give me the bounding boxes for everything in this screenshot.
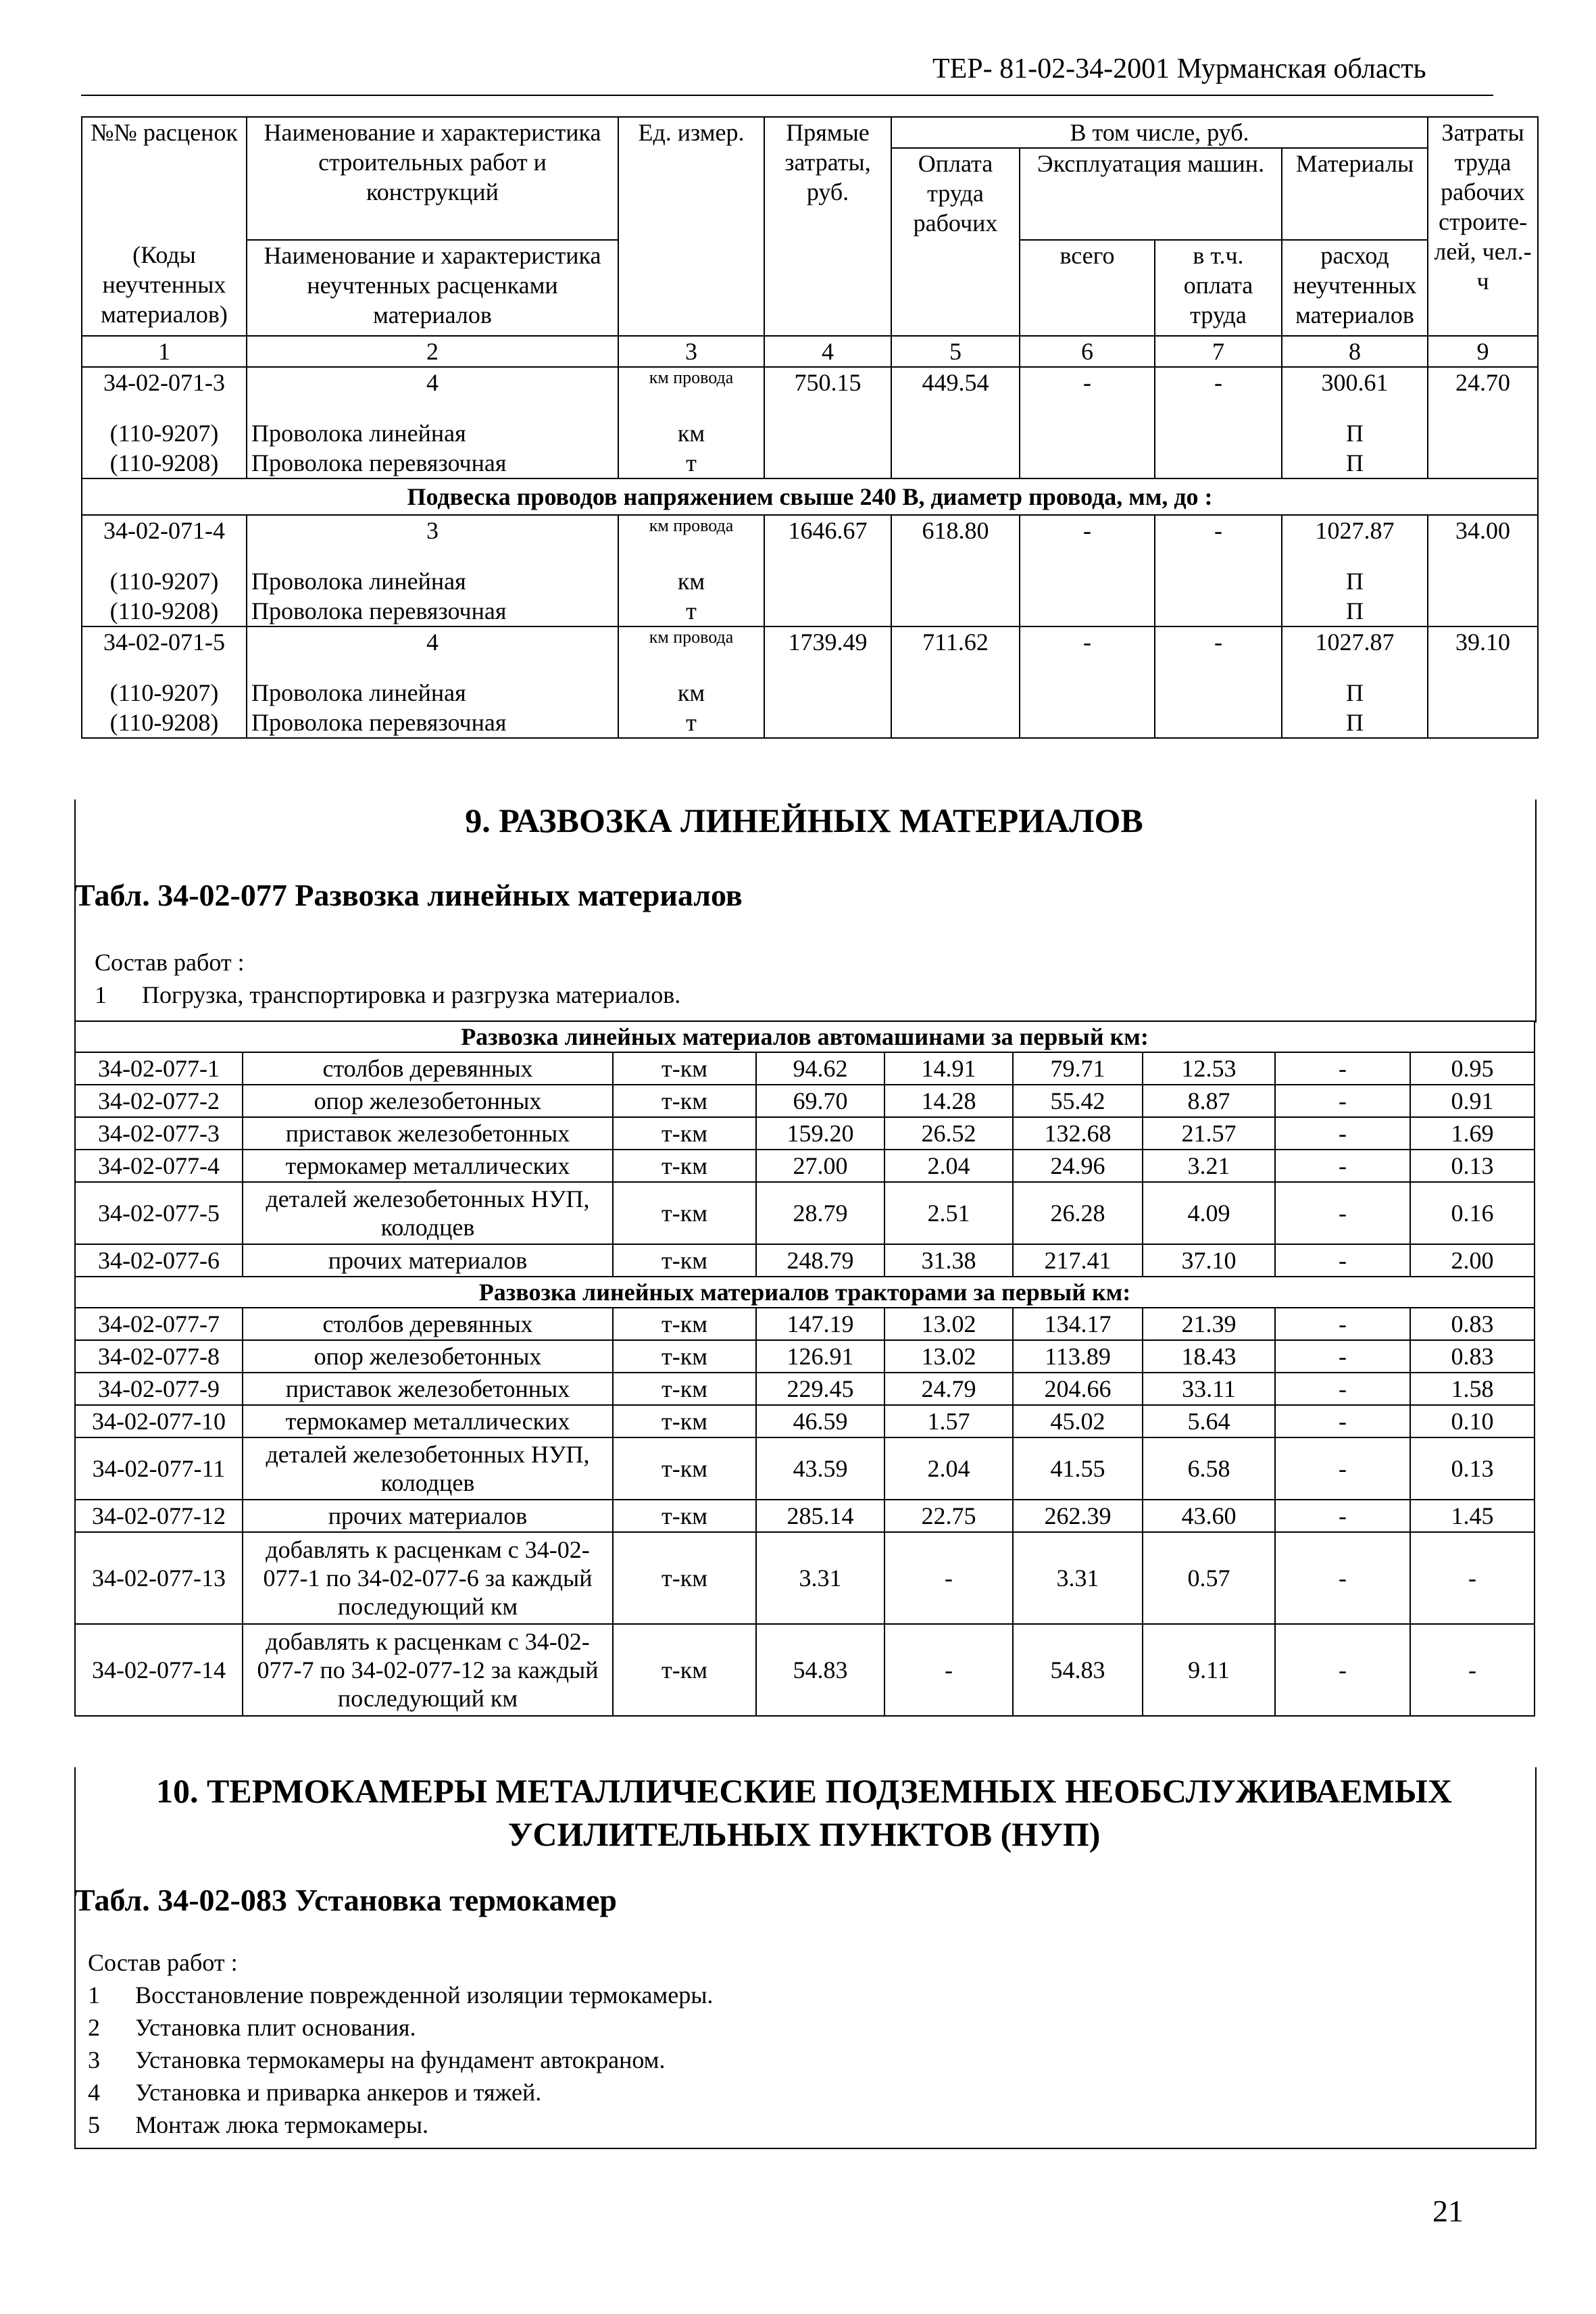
table-row bbox=[75, 1500, 1535, 1532]
table-subheader: Развозка линейных материалов тракторами за первый км: bbox=[75, 1277, 1535, 1308]
rate-name: столбов деревянных bbox=[243, 1052, 613, 1085]
material-unit: км bbox=[618, 566, 764, 596]
rate-unit: т-км bbox=[613, 1340, 756, 1373]
rates-table-071 bbox=[81, 116, 1539, 739]
rate-mat: - bbox=[1275, 1500, 1410, 1532]
rate-labor: 2.00 bbox=[1410, 1244, 1535, 1277]
rate-direct: 750.15 bbox=[764, 367, 891, 478]
rate-labor: 24.70 bbox=[1428, 367, 1538, 478]
head-incl: В том числе, руб. bbox=[891, 117, 1428, 148]
material-code: (110-9207) bbox=[82, 678, 247, 708]
rate-code: 34-02-077-10 bbox=[75, 1405, 243, 1437]
material-unit: т bbox=[618, 448, 764, 478]
material-mark: П bbox=[1282, 448, 1428, 478]
rate-incl: - bbox=[1155, 626, 1282, 738]
table-title-083: Табл. 34-02-083 Установка термокамер bbox=[74, 1883, 617, 1917]
rate-direct: 69.70 bbox=[756, 1085, 884, 1117]
work-composition-083 bbox=[88, 1946, 713, 2141]
rate-name: добавлять к расценкам с 34-02-077-1 по 34-02-077-6 за каждый последующий км bbox=[243, 1532, 613, 1624]
rate-total: 55.42 bbox=[1013, 1085, 1143, 1117]
rate-mat: - bbox=[1275, 1182, 1410, 1244]
rate-labor: 0.91 bbox=[1410, 1085, 1535, 1117]
head-code-bottom: (Коды неучтенных материалов) bbox=[82, 240, 247, 336]
rate-incl: 37.10 bbox=[1143, 1244, 1275, 1277]
rate-total: - bbox=[1020, 515, 1155, 626]
rate-incl: - bbox=[1155, 367, 1282, 478]
page-number: 21 bbox=[1432, 2194, 1464, 2228]
table-row bbox=[75, 1437, 1535, 1500]
rate-code: 34-02-077-13 bbox=[75, 1532, 243, 1624]
rate-incl: 6.58 bbox=[1143, 1437, 1275, 1500]
rate-unit: т-км bbox=[613, 1437, 756, 1500]
rate-unit: т-км bbox=[613, 1085, 756, 1117]
rate-unit: т-км bbox=[613, 1308, 756, 1340]
rate-mat: - bbox=[1275, 1244, 1410, 1277]
rate-labor: 0.95 bbox=[1410, 1052, 1535, 1085]
rate-mat: - bbox=[1275, 1150, 1410, 1182]
rate-pay: 22.75 bbox=[884, 1500, 1013, 1532]
rate-total: 24.96 bbox=[1013, 1150, 1143, 1182]
rate-mat: - bbox=[1275, 1437, 1410, 1500]
rate-incl: 12.53 bbox=[1143, 1052, 1275, 1085]
col-num: 3 bbox=[618, 336, 764, 367]
work-label: Состав работ : bbox=[95, 949, 245, 976]
rate-mat: - bbox=[1275, 1532, 1410, 1624]
rate-total: 132.68 bbox=[1013, 1117, 1143, 1150]
table-row bbox=[75, 1117, 1535, 1150]
rate-mat: - bbox=[1275, 1085, 1410, 1117]
material-name: Проволока перевязочная bbox=[247, 708, 618, 738]
material-name: Проволока линейная bbox=[247, 566, 618, 596]
rate-incl: 21.39 bbox=[1143, 1308, 1275, 1340]
table-row bbox=[75, 1624, 1535, 1716]
rate-name: 3 bbox=[247, 515, 618, 566]
rate-direct: 126.91 bbox=[756, 1340, 884, 1373]
material-code: (110-9207) bbox=[82, 418, 247, 448]
table-row bbox=[75, 1405, 1535, 1437]
rate-direct: 229.45 bbox=[756, 1373, 884, 1405]
rate-labor: 0.13 bbox=[1410, 1150, 1535, 1182]
rate-name: деталей железобетонных НУП, колодцев bbox=[243, 1182, 613, 1244]
rate-total: 204.66 bbox=[1013, 1373, 1143, 1405]
rate-code: 34-02-071-4 bbox=[82, 515, 247, 566]
header-rule bbox=[81, 95, 1493, 96]
rate-mat: - bbox=[1275, 1624, 1410, 1716]
col-num: 5 bbox=[891, 336, 1020, 367]
work-item-number: 3 bbox=[88, 2046, 100, 2073]
material-code: (110-9208) bbox=[82, 448, 247, 478]
rate-direct: 27.00 bbox=[756, 1150, 884, 1182]
rate-code: 34-02-077-6 bbox=[75, 1244, 243, 1277]
work-item-number: 5 bbox=[88, 2111, 100, 2138]
table-subheader: Подвеска проводов напряжением свыше 240 В, диаметр провода, мм, до : bbox=[82, 478, 1538, 515]
rate-pay: 26.52 bbox=[884, 1117, 1013, 1150]
rate-pay: - bbox=[884, 1624, 1013, 1716]
work-item-text: Монтаж люка термокамеры. bbox=[135, 2111, 429, 2138]
head-name: Наименование и характеристика строительных работ и конструкций bbox=[247, 117, 618, 240]
rate-name: 4 bbox=[247, 367, 618, 418]
rate-unit: км провода bbox=[618, 367, 764, 418]
rate-pay: 14.28 bbox=[884, 1085, 1013, 1117]
rate-direct: 94.62 bbox=[756, 1052, 884, 1085]
section-9-title: 9. РАЗВОЗКА ЛИНЕЙНЫХ МАТЕРИАЛОВ bbox=[465, 802, 1143, 839]
head-unit: Ед. измер. bbox=[618, 117, 764, 336]
work-item bbox=[95, 979, 680, 1011]
rate-pay: 13.02 bbox=[884, 1308, 1013, 1340]
rate-code: 34-02-077-3 bbox=[75, 1117, 243, 1150]
material-unit: т bbox=[618, 708, 764, 738]
work-item-text: Погрузка, транспортировка и разгрузка материалов. bbox=[142, 981, 681, 1008]
work-item-number: 2 bbox=[88, 2014, 100, 2041]
table-row bbox=[75, 1308, 1535, 1340]
work-item-text: Установка плит основания. bbox=[135, 2014, 416, 2041]
material-name: Проволока линейная bbox=[247, 418, 618, 448]
rate-code: 34-02-077-2 bbox=[75, 1085, 243, 1117]
material-mark: П bbox=[1282, 678, 1428, 708]
rate-total: 26.28 bbox=[1013, 1182, 1143, 1244]
material-unit: т bbox=[618, 596, 764, 626]
table-subheader: Развозка линейных материалов автомашинами за первый км: bbox=[75, 1021, 1535, 1052]
work-item-text: Восстановление поврежденной изоляции термокамеры. bbox=[135, 1981, 714, 2009]
rate-labor: 1.69 bbox=[1410, 1117, 1535, 1150]
rate-unit: т-км bbox=[613, 1117, 756, 1150]
col-num: 4 bbox=[764, 336, 891, 367]
col-num: 6 bbox=[1020, 336, 1155, 367]
material-mark: П bbox=[1282, 596, 1428, 626]
rate-labor: 0.83 bbox=[1410, 1308, 1535, 1340]
rate-labor: - bbox=[1410, 1532, 1535, 1624]
material-name: Проволока линейная bbox=[247, 678, 618, 708]
rate-name: термокамер металлических bbox=[243, 1150, 613, 1182]
rate-code: 34-02-077-1 bbox=[75, 1052, 243, 1085]
rate-labor: 1.45 bbox=[1410, 1500, 1535, 1532]
work-item bbox=[88, 2076, 713, 2109]
material-mark: П bbox=[1282, 708, 1428, 738]
rate-total: 134.17 bbox=[1013, 1308, 1143, 1340]
rate-pay: 14.91 bbox=[884, 1052, 1013, 1085]
rate-direct: 28.79 bbox=[756, 1182, 884, 1244]
rate-pay: - bbox=[884, 1532, 1013, 1624]
head-expl: Эксплуатация машин. bbox=[1020, 148, 1282, 240]
rate-incl: 0.57 bbox=[1143, 1532, 1275, 1624]
material-unit: км bbox=[618, 418, 764, 448]
rate-labor: - bbox=[1410, 1624, 1535, 1716]
rate-direct: 147.19 bbox=[756, 1308, 884, 1340]
rate-code: 34-02-071-5 bbox=[82, 626, 247, 678]
rate-code: 34-02-077-11 bbox=[75, 1437, 243, 1500]
table-row bbox=[75, 1340, 1535, 1373]
rate-incl: 21.57 bbox=[1143, 1117, 1275, 1150]
work-item bbox=[88, 2109, 713, 2141]
rate-unit: т-км bbox=[613, 1150, 756, 1182]
rate-mat: - bbox=[1275, 1340, 1410, 1373]
rate-labor: 39.10 bbox=[1428, 626, 1538, 738]
material-mark: П bbox=[1282, 418, 1428, 448]
rate-unit: т-км bbox=[613, 1532, 756, 1624]
rate-mat: - bbox=[1275, 1373, 1410, 1405]
rate-labor: 34.00 bbox=[1428, 515, 1538, 626]
rate-incl: 18.43 bbox=[1143, 1340, 1275, 1373]
rate-incl: 3.21 bbox=[1143, 1150, 1275, 1182]
head-mat-use: расход неучтенных материалов bbox=[1282, 240, 1428, 336]
rate-incl: - bbox=[1155, 515, 1282, 626]
rate-incl: 33.11 bbox=[1143, 1373, 1275, 1405]
rate-total: 79.71 bbox=[1013, 1052, 1143, 1085]
rate-direct: 54.83 bbox=[756, 1624, 884, 1716]
rate-code: 34-02-077-8 bbox=[75, 1340, 243, 1373]
rate-code: 34-02-077-4 bbox=[75, 1150, 243, 1182]
rate-code: 34-02-077-7 bbox=[75, 1308, 243, 1340]
rate-labor: 0.10 bbox=[1410, 1405, 1535, 1437]
table-row bbox=[75, 1532, 1535, 1624]
rate-pay: 2.04 bbox=[884, 1437, 1013, 1500]
rate-labor: 0.83 bbox=[1410, 1340, 1535, 1373]
rate-name: прочих материалов bbox=[243, 1244, 613, 1277]
table-row bbox=[75, 1052, 1535, 1085]
rate-total: - bbox=[1020, 626, 1155, 738]
rate-total: 262.39 bbox=[1013, 1500, 1143, 1532]
rate-pay: 24.79 bbox=[884, 1373, 1013, 1405]
rate-labor: 0.16 bbox=[1410, 1182, 1535, 1244]
work-item-text: Установка и приварка анкеров и тяжей. bbox=[135, 2079, 542, 2106]
material-code: (110-9208) bbox=[82, 708, 247, 738]
rate-total: 217.41 bbox=[1013, 1244, 1143, 1277]
rate-direct: 285.14 bbox=[756, 1500, 884, 1532]
work-item-number: 4 bbox=[88, 2079, 100, 2106]
rate-unit: т-км bbox=[613, 1182, 756, 1244]
col-num: 8 bbox=[1282, 336, 1428, 367]
rate-pay: 711.62 bbox=[891, 626, 1020, 738]
rate-mat: - bbox=[1275, 1308, 1410, 1340]
rate-total: 45.02 bbox=[1013, 1405, 1143, 1437]
rate-name: опор железобетонных bbox=[243, 1340, 613, 1373]
work-item bbox=[88, 2044, 713, 2076]
table-row bbox=[75, 1150, 1535, 1182]
head-incl-pay: в т.ч. оплата труда bbox=[1155, 240, 1282, 336]
head-labor: Затраты труда рабочих строите- лей, чел.-ч bbox=[1428, 117, 1538, 336]
rate-pay: 449.54 bbox=[891, 367, 1020, 478]
rate-name: прочих материалов bbox=[243, 1500, 613, 1532]
rate-name: приставок железобетонных bbox=[243, 1117, 613, 1150]
rate-labor: 0.13 bbox=[1410, 1437, 1535, 1500]
material-code: (110-9207) bbox=[82, 566, 247, 596]
material-unit: км bbox=[618, 678, 764, 708]
rate-total: - bbox=[1020, 367, 1155, 478]
table-row bbox=[82, 515, 1538, 566]
col-num: 1 bbox=[82, 336, 247, 367]
rate-pay: 618.80 bbox=[891, 515, 1020, 626]
rate-name: деталей железобетонных НУП, колодцев bbox=[243, 1437, 613, 1500]
table-row bbox=[75, 1085, 1535, 1117]
rate-total: 3.31 bbox=[1013, 1532, 1143, 1624]
rate-direct: 43.59 bbox=[756, 1437, 884, 1500]
col-num: 9 bbox=[1428, 336, 1538, 367]
rate-incl: 43.60 bbox=[1143, 1500, 1275, 1532]
rate-incl: 5.64 bbox=[1143, 1405, 1275, 1437]
rate-pay: 2.04 bbox=[884, 1150, 1013, 1182]
head-name-bottom: Наименование и характеристика неучтенных расценками материалов bbox=[247, 240, 618, 336]
head-direct: Прямые затраты, руб. bbox=[764, 117, 891, 336]
rate-mat: - bbox=[1275, 1052, 1410, 1085]
rate-code: 34-02-077-9 bbox=[75, 1373, 243, 1405]
rate-code: 34-02-077-14 bbox=[75, 1624, 243, 1716]
material-mark: П bbox=[1282, 566, 1428, 596]
rate-mat: - bbox=[1275, 1405, 1410, 1437]
document-header: ТЕР- 81-02-34-2001 Мурманская область bbox=[932, 53, 1426, 84]
table-row bbox=[75, 1244, 1535, 1277]
rate-unit: т-км bbox=[613, 1500, 756, 1532]
rate-mat: 1027.87 bbox=[1282, 515, 1428, 566]
rate-direct: 1646.67 bbox=[764, 515, 891, 626]
work-item bbox=[88, 2011, 713, 2044]
work-composition-077 bbox=[95, 946, 680, 1011]
rate-pay: 13.02 bbox=[884, 1340, 1013, 1373]
rate-direct: 248.79 bbox=[756, 1244, 884, 1277]
table-row bbox=[82, 367, 1538, 418]
head-pay: Оплата труда рабочих bbox=[891, 148, 1020, 336]
rate-unit: т-км bbox=[613, 1624, 756, 1716]
rate-code: 34-02-077-5 bbox=[75, 1182, 243, 1244]
work-item bbox=[88, 1979, 713, 2011]
rate-mat: - bbox=[1275, 1117, 1410, 1150]
section-10-title bbox=[74, 1769, 1534, 1856]
rate-labor: 1.58 bbox=[1410, 1373, 1535, 1405]
head-code: №№ расценок bbox=[82, 117, 247, 240]
work-item-number: 1 bbox=[88, 1981, 100, 2009]
rate-direct: 159.20 bbox=[756, 1117, 884, 1150]
table-row bbox=[75, 1182, 1535, 1244]
rate-incl: 4.09 bbox=[1143, 1182, 1275, 1244]
rate-direct: 1739.49 bbox=[764, 626, 891, 738]
rate-pay: 31.38 bbox=[884, 1244, 1013, 1277]
rate-incl: 9.11 bbox=[1143, 1624, 1275, 1716]
section-10-bottom-rule bbox=[74, 2148, 1536, 2149]
section-10-title-line: УСИЛИТЕЛЬНЫХ ПУНКТОВ (НУП) bbox=[507, 1815, 1101, 1853]
head-mat: Материалы bbox=[1282, 148, 1428, 240]
rate-name: опор железобетонных bbox=[243, 1085, 613, 1117]
col-num: 2 bbox=[247, 336, 618, 367]
rate-direct: 46.59 bbox=[756, 1405, 884, 1437]
rate-total: 113.89 bbox=[1013, 1340, 1143, 1373]
table-row bbox=[82, 626, 1538, 678]
rates-table-077 bbox=[74, 1020, 1535, 1717]
material-code: (110-9208) bbox=[82, 596, 247, 626]
work-item-text: Установка термокамеры на фундамент автокраном. bbox=[135, 2046, 666, 2073]
rate-unit: т-км bbox=[613, 1405, 756, 1437]
rate-incl: 8.87 bbox=[1143, 1085, 1275, 1117]
rate-unit: т-км bbox=[613, 1373, 756, 1405]
work-label: Состав работ : bbox=[88, 1949, 238, 1976]
rate-unit: км провода bbox=[618, 626, 764, 678]
head-total: всего bbox=[1020, 240, 1155, 336]
column-numbers-row bbox=[82, 336, 1538, 367]
section-10-title-line: 10. ТЕРМОКАМЕРЫ МЕТАЛЛИЧЕСКИЕ ПОДЗЕМНЫХ НЕОБСЛУЖИВАЕМЫХ bbox=[156, 1772, 1452, 1810]
rate-unit: т-км bbox=[613, 1052, 756, 1085]
rate-name: приставок железобетонных bbox=[243, 1373, 613, 1405]
rate-mat: 1027.87 bbox=[1282, 626, 1428, 678]
work-item-number: 1 bbox=[95, 981, 107, 1008]
rate-pay: 2.51 bbox=[884, 1182, 1013, 1244]
rate-direct: 3.31 bbox=[756, 1532, 884, 1624]
rate-code: 34-02-071-3 bbox=[82, 367, 247, 418]
rate-total: 54.83 bbox=[1013, 1624, 1143, 1716]
table-title-077: Табл. 34-02-077 Развозка линейных материалов bbox=[74, 878, 743, 912]
table-row bbox=[75, 1373, 1535, 1405]
rate-name: термокамер металлических bbox=[243, 1405, 613, 1437]
material-name: Проволока перевязочная bbox=[247, 448, 618, 478]
rate-mat: 300.61 bbox=[1282, 367, 1428, 418]
rate-name: добавлять к расценкам с 34-02-077-7 по 34-02-077-12 за каждый последующий км bbox=[243, 1624, 613, 1716]
rate-unit: км провода bbox=[618, 515, 764, 566]
material-name: Проволока перевязочная bbox=[247, 596, 618, 626]
rate-code: 34-02-077-12 bbox=[75, 1500, 243, 1532]
col-num: 7 bbox=[1155, 336, 1282, 367]
rate-name: столбов деревянных bbox=[243, 1308, 613, 1340]
rate-total: 41.55 bbox=[1013, 1437, 1143, 1500]
rate-unit: т-км bbox=[613, 1244, 756, 1277]
rate-pay: 1.57 bbox=[884, 1405, 1013, 1437]
rate-name: 4 bbox=[247, 626, 618, 678]
